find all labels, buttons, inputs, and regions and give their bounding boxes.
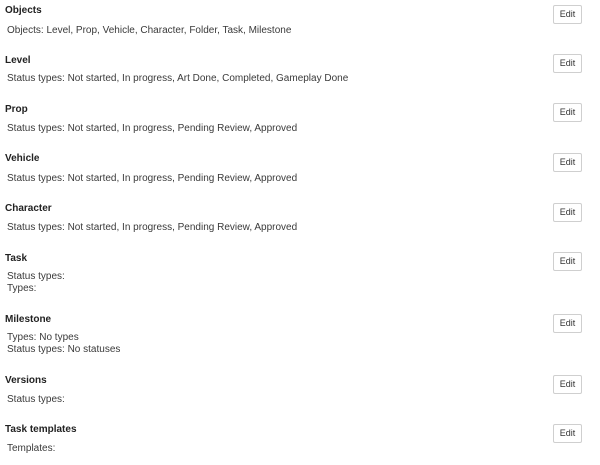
section-detail: Status types: bbox=[7, 394, 65, 405]
edit-character-button[interactable]: Edit bbox=[553, 203, 582, 222]
edit-level-button[interactable]: Edit bbox=[553, 54, 582, 73]
section-detail: Status types: bbox=[7, 271, 65, 282]
section-detail: Status types: Not started, In progress, Art Done, Completed, Gameplay Done bbox=[7, 73, 349, 84]
section-title: Prop bbox=[5, 104, 28, 115]
section-detail: Templates: bbox=[7, 443, 56, 454]
section-detail: Types: No types bbox=[7, 332, 79, 343]
edit-objects-button[interactable]: Edit bbox=[553, 5, 582, 24]
section-detail: Status types: No statuses bbox=[7, 344, 121, 355]
edit-vehicle-button[interactable]: Edit bbox=[553, 153, 582, 172]
section-title: Vehicle bbox=[5, 153, 40, 164]
section-title: Character bbox=[5, 203, 52, 214]
section-detail: Types: bbox=[7, 283, 37, 294]
section-title: Versions bbox=[5, 375, 47, 386]
section-title: Level bbox=[5, 55, 31, 66]
edit-versions-button[interactable]: Edit bbox=[553, 375, 582, 394]
edit-milestone-button[interactable]: Edit bbox=[553, 314, 582, 333]
section-detail: Status types: Not started, In progress, Pending Review, Approved bbox=[7, 123, 298, 134]
section-detail: Objects: Level, Prop, Vehicle, Character, Folder, Task, Milestone bbox=[7, 25, 292, 36]
section-title: Task templates bbox=[5, 424, 77, 435]
section-detail: Status types: Not started, In progress, Pending Review, Approved bbox=[7, 222, 298, 233]
edit-task-button[interactable]: Edit bbox=[553, 252, 582, 271]
edit-task-templates-button[interactable]: Edit bbox=[553, 424, 582, 443]
section-title: Task bbox=[5, 253, 28, 264]
section-title: Milestone bbox=[5, 314, 52, 325]
section-title: Objects bbox=[5, 5, 42, 16]
section-detail: Status types: Not started, In progress, Pending Review, Approved bbox=[7, 173, 298, 184]
edit-prop-button[interactable]: Edit bbox=[553, 103, 582, 122]
